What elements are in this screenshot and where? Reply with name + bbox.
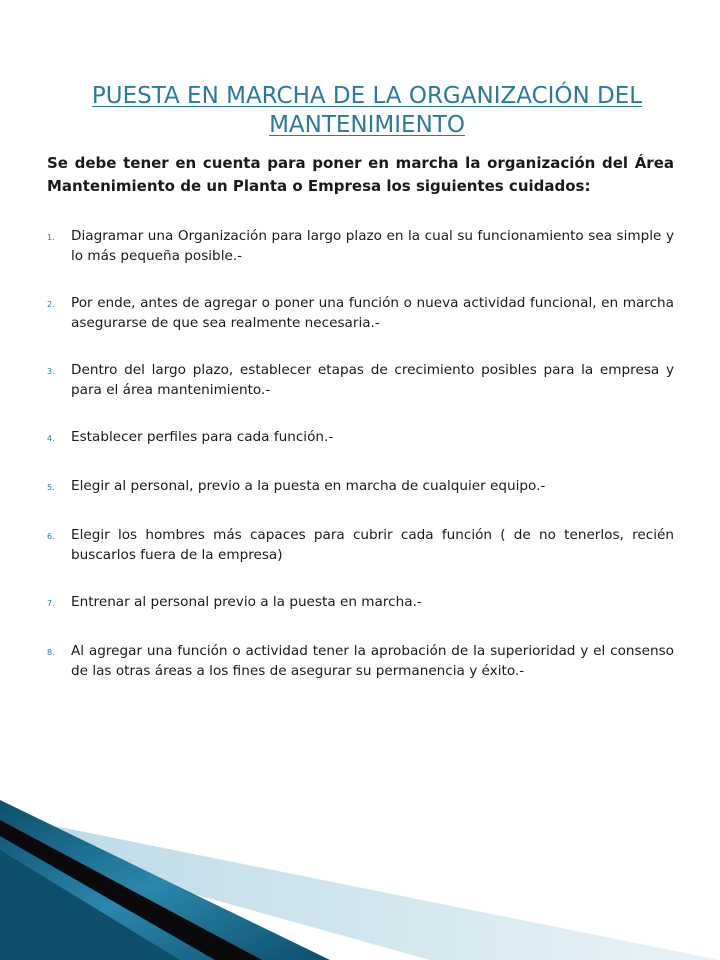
list-item-text: Elegir al personal, previo a la puesta en marcha de cualquier equipo.- [71,478,546,494]
list-item-number: 1. [47,233,55,242]
list-item-text: Al agregar una función o actividad tener la aprobación de la superioridad y el consenso de las otras áreas a los fines de asegurar su permanencia y éxito.- [71,643,674,679]
list-item-number: 7. [47,599,55,608]
list-item [47,427,674,449]
care-list [47,226,674,708]
list-item [47,360,674,400]
list-item-text: Por ende, antes de agregar o poner una función o nueva actividad funcional, en marcha asegurarse de que sea realmente necesaria.- [71,295,674,331]
list-item [47,476,674,498]
list-item [47,641,674,681]
list-item-text: Entrenar al personal previo a la puesta en marcha.- [71,594,422,610]
decorative-corner-stripes [0,780,720,960]
list-item-number: 3. [47,367,55,376]
list-item [47,293,674,333]
intro-paragraph: Se debe tener en cuenta para poner en marcha la organización del Área Mantenimiento de un Planta o Empresa los siguientes cuidados: [47,154,674,195]
list-item [47,592,674,614]
list-item-text: Elegir los hombres más capaces para cubrir cada función ( de no tenerlos, recién buscarlos fuera de la empresa) [71,527,674,563]
list-item-number: 6. [47,532,55,541]
list-item-text: Diagramar una Organización para largo plazo en la cual su funcionamiento sea simple y lo más pequeña posible.- [71,228,674,264]
list-item-text: Dentro del largo plazo, establecer etapas de crecimiento posibles para la empresa y para el área mantenimiento.- [71,362,674,398]
slide-title: PUESTA EN MARCHA DE LA ORGANIZACIÓN DEL MANTENIMIENTO [91,83,643,138]
list-item-number: 5. [47,483,55,492]
list-item-number: 2. [47,300,55,309]
list-item-number: 4. [47,434,55,443]
list-item-text: Establecer perfiles para cada función.- [71,429,334,445]
list-item [47,226,674,266]
list-item [47,525,674,565]
list-item-number: 8. [47,648,55,657]
